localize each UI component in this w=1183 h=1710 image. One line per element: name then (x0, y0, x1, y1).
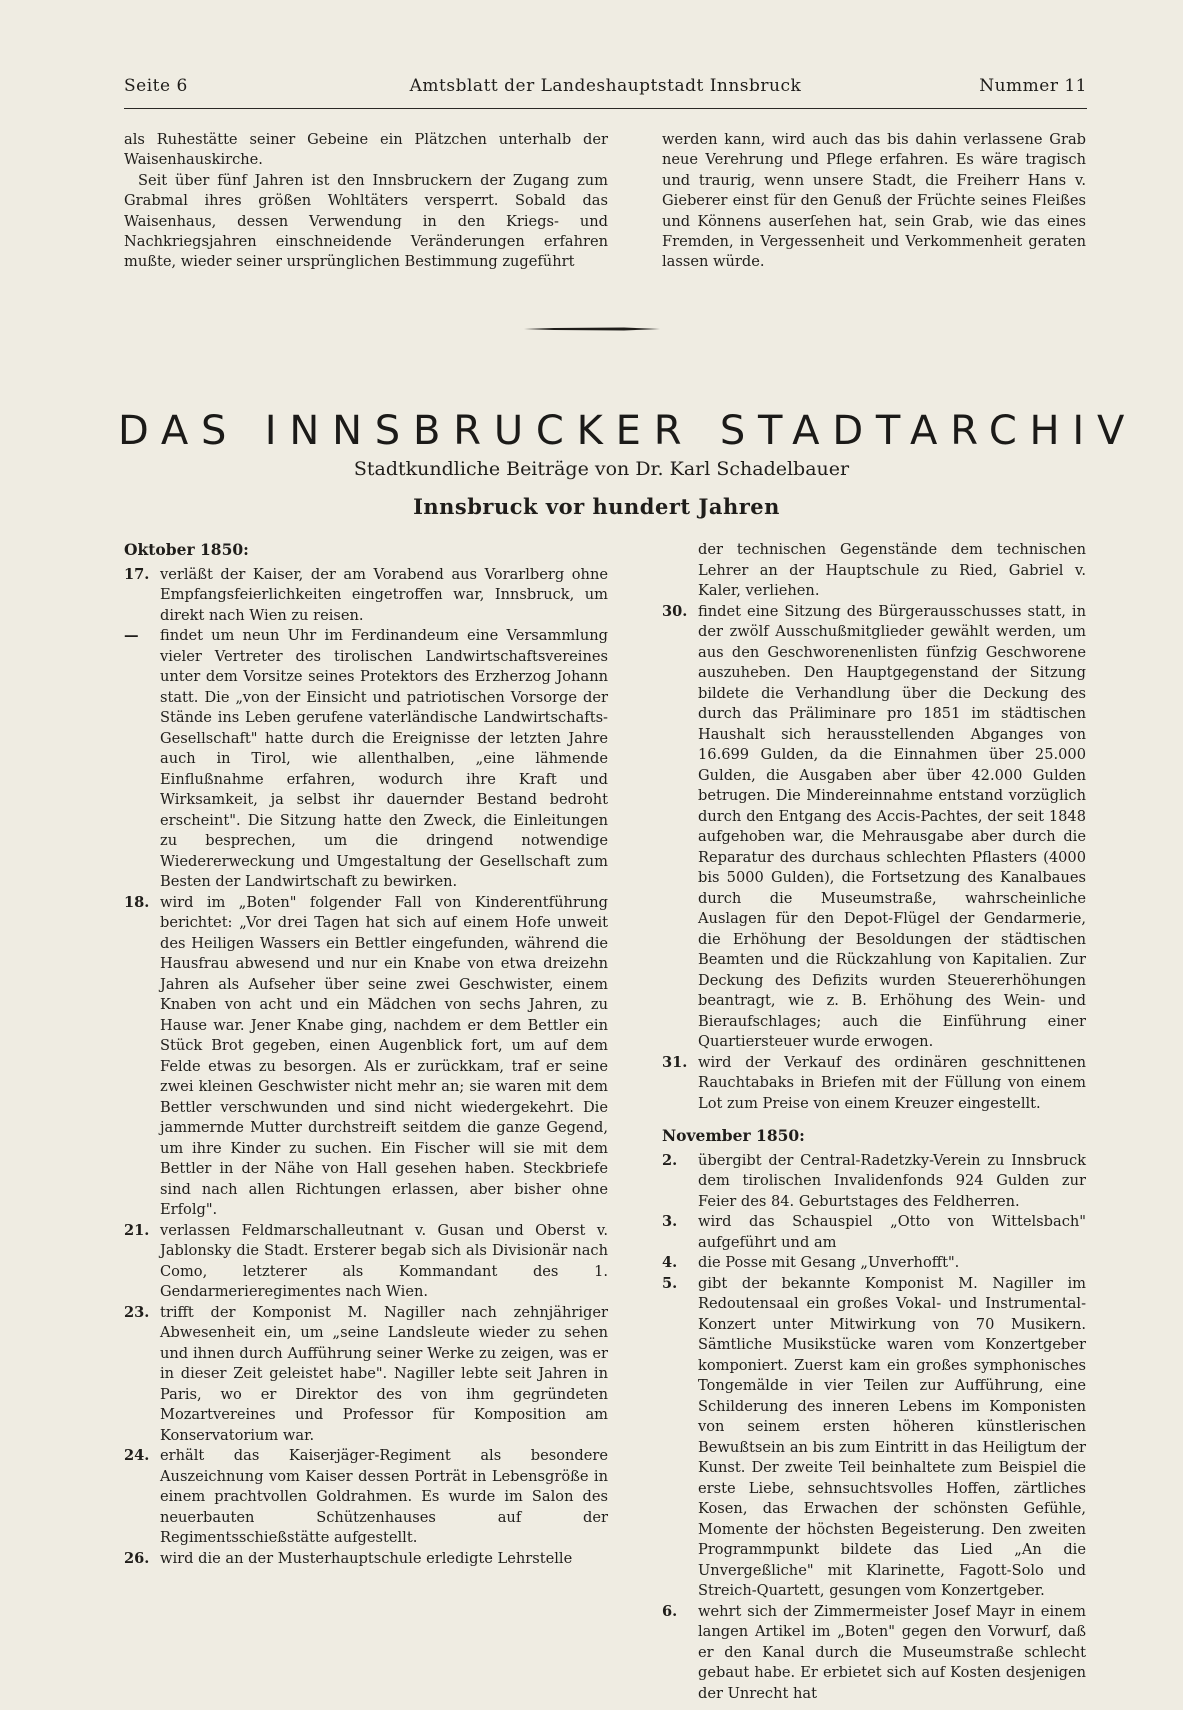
section-divider-ornament (524, 326, 660, 332)
entry-day: — (124, 627, 139, 644)
entry-continuation: der technischen Gegenstände dem technischen Lehrer an der Hauptschule zu Ried, Gabriel v. Kaler, verliehen. (698, 541, 1086, 599)
entry-day: 6. (662, 1602, 678, 1620)
chronicle-entry (662, 602, 1086, 1053)
entry-text: findet um neun Uhr im Ferdinandeum eine Versammlung vieler Vertreter des tirolischen Landwirtschaftsvereines unter dem Vorsitze seines Protektors des Erzherzog Johann statt. Die „von der Einsicht und patriotischen Vorsorge der Stände ins Leben gerufene vaterländische Landwirtschafts-Gesellschaft" hatte durch die Ereignisse der letzten Jahre auch in Tirol, wie allenthalben, „eine lähmende Einflußnahme erfahren, wodurch ihre Kraft und Wirksamkeit, ja selbst ihr dauernder Bestand bedroht erscheint". Die Sitzung hatte den Zweck, die Einleitungen zu besprechen, um die dringend notwendige Wiedererweckung und Umgestaltung der Gesellschaft zum Besten der Landwirtschaft zu bewirken. (160, 627, 608, 890)
entry-text: verläßt der Kaiser, der am Vorabend aus Vorarlberg ohne Empfangsfeierlichkeiten eingetroffen war, Innsbruck, um direkt nach Wien zu reisen. (160, 565, 608, 624)
entry-text: gibt der bekannte Komponist M. Nagiller im Redoutensaal ein großes Vokal- und Instrumental-Konzert unter Mitwirkung von 70 Musikern. Sämtliche Musikstücke waren vom Konzertgeber komponiert. Zuerst kam ein großes symphonisches Tongemälde in vier Teilen zur Aufführung, eine Schilderung des inneren Lebens im Komponisten von seinem ersten höheren künstlerischen Bewußtsein an bis zum Eintritt in das Heiligtum der Kunst. Der zweite Teil beinhaltete zum Beispiel die erste Liebe, sehnsuchtsvolles Hoffen, zärtliches Kosen, das Erwachen der schönsten Gefühle, Momente der höchsten Begeisterung. Den zweiten Programmpunkt bildete das Lied „An die Unvergeßliche" mit Klarinette, Fagott-Solo und Streich-Quartett, gesungen vom Konzertgeber. (698, 1274, 1086, 1599)
month-heading-november: November 1850: (662, 1126, 805, 1145)
article-heading: Innsbruck vor hundert Jahren (413, 494, 780, 519)
entry-day: 23. (124, 1303, 150, 1321)
entry-text: erhält das Kaiserjäger-Regiment als besondere Auszeichnung vom Kaiser dessen Porträt in Lebensgröße in einem prachtvollen Goldrahmen. Es wurde im Salon des neuerbauten Schützenhauses auf der Regimentsschießstätte aufgestellt. (160, 1447, 608, 1546)
entry-day: 21. (124, 1221, 150, 1239)
top-left-column (124, 130, 608, 273)
header-rule (124, 108, 1087, 109)
entry-day: 30. (662, 602, 688, 620)
paragraph: als Ruhestätte seiner Gebeine ein Plätzchen unterhalb der Waisenhauskirche. (124, 131, 608, 169)
entry-text: wird im „Boten" folgender Fall von Kinderentführung berichtet: „Vor drei Tagen hat sich auf einem Hofe unweit des Heiligen Wassers ein Bettler eingefunden, während die Hausfrau abwesend und nur ein Knabe von etwa dreizehn Jahren als Aufseher über seine zwei Geschwister, einem Knaben von acht und ein Mädchen von sechs Jahren, zu Hause war. Jener Knabe ging, nachdem er dem Bettler ein Stück Brot gegeben, einen Augenblick fort, um auf dem Felde etwas zu besorgen. Als er zurückkam, traf er seine zwei kleinen Geschwister nicht mehr an; sie waren mit dem Bettler verschwunden und sind nicht wiedergekehrt. Die jammernde Mutter durchstreift seitdem die ganze Gegend, um ihre Kinder zu suchen. Ein Fischer will sie mit dem Bettler in der Nähe von Hall gesehen haben. Steckbriefe sind nach allen Richtungen erlassen, aber bisher ohne Erfolg". (160, 893, 608, 1218)
entry-text: findet eine Sitzung des Bürgerausschusses statt, in der zwölf Ausschußmitglieder gewählt werden, um aus den Geschworenenlisten fünfzig Geschworene auszuheben. Den Hauptgegenstand der Sitzung bildete die Verhandlung über die Deckung des durch das Präliminare pro 1851 im städtischen Haushalt sich herausstellenden Abganges von 16.699 Gulden, da die Einnahmen über 25.000 Gulden, die Ausgaben aber über 42.000 Gulden betrugen. Die Mindereinnahme entstand vorzüglich durch den Entgang des Accis-Pachtes, der seit 1848 aufgehoben war, die Mehrausgabe aber durch die Reparatur des durchaus schlechten Pflasters (4000 bis 5000 Gulden), die Fortsetzung des Kanalbaues durch die Museumstraße, wahrscheinliche Auslagen für den Depot-Flügel der Gendarmerie, die Erhöhung der Besoldungen der städtischen Beamten und die Rückzahlung von Kapitalien. Zur Deckung des Defizits wurden Steuererhöhungen beantragt, wie z. B. Erhöhung des Wein- und Bieraufschlages; auch die Einführung einer Quartiersteuer wurde erwogen. (698, 602, 1086, 1050)
running-header (124, 76, 1087, 100)
chronicle-entry (124, 893, 608, 1221)
paragraph: werden kann, wird auch das bis dahin verlassene Grab neue Verehrung und Pflege erfahren. Es wäre tragisch und traurig, wenn unsere Stadt, die Freiherr Hans v. Gieberer einst für den Genuß der Früchte seines Fleißes und Könnens auserſehen hat, sein Grab, wie das eines Fremden, in Vergessenheit und Verkommenheit geraten lassen würde. (662, 131, 1086, 271)
chronicle-entry (124, 1549, 608, 1570)
month-heading-october: Oktober 1850: (124, 540, 249, 559)
chronicle-entry (662, 1212, 1086, 1253)
entry-day: 26. (124, 1549, 150, 1567)
entry-day: 4. (662, 1254, 678, 1271)
chronicle-entry (124, 1303, 608, 1447)
entry-day: 17. (124, 565, 150, 583)
chronicle-entry (662, 1053, 1086, 1115)
chronicle-entry (124, 1446, 608, 1549)
entry-day: 24. (124, 1447, 150, 1464)
entry-day: 3. (662, 1213, 678, 1230)
main-right-column (662, 540, 1086, 1704)
page-number: Seite 6 (124, 76, 188, 96)
entry-text: verlassen Feldmarschalleutnant v. Gusan und Oberst v. Jablonsky die Stadt. Ersterer begab sich als Divisionär nach Como, letzterer als Kommandant des 1. Gendarmerieregimentes nach Wien. (160, 1221, 608, 1300)
entry-text: trifft der Komponist M. Nagiller nach zehnjähriger Abwesenheit ein, um „seine Landsleute wieder zu sehen und ihnen durch Aufführung seiner Werke zu zeigen, was er in dieser Zeit geleistet habe". Nagiller lebte seit Jahren in Paris, wo er Direktor des von ihm gegründeten Mozartvereines und Professor für Komposition am Konservatorium war. (160, 1303, 608, 1444)
entry-text: wird das Schauspiel „Otto von Wittelsbach" aufgeführt und am (698, 1213, 1086, 1251)
chronicle-entry (124, 626, 608, 893)
main-left-column (124, 540, 608, 1569)
entry-text: die Posse mit Gesang „Unverhofft". (698, 1254, 960, 1271)
entry-text: wird die an der Musterhauptschule erledigte Lehrstelle (160, 1549, 573, 1567)
spacer (662, 1114, 1086, 1126)
chronicle-entry (662, 1253, 1086, 1274)
chronicle-entry (662, 1602, 1086, 1705)
entry-text: wird der Verkauf des ordinären geschnittenen Rauchtabaks in Briefen mit der Füllung von einem Lot zum Preise von einem Kreuzer eingestellt. (698, 1053, 1086, 1112)
entry-day: 2. (662, 1151, 678, 1169)
entry-text: wehrt sich der Zimmermeister Josef Mayr in einem langen Artikel im „Boten" gegen den Vorwurf, daß er den Kanal durch die Museumstraße schlecht gebaut habe. Er erbietet sich auf Kosten desjenigen der Unrecht hat (698, 1602, 1086, 1702)
entry-day: 31. (662, 1053, 688, 1071)
paragraph: Seit über fünf Jahren ist den Innsbruckern der Zugang zum Grabmal ihres größen Wohltäters versperrt. Sobald das Waisenhaus, dessen Verwendung in den Kriegs- und Nachkriegsjahren einschneidende Veränderungen erfahren mußte, wieder seiner ursprünglichen Bestimmung zugeführt (124, 171, 608, 271)
issue-number: Nummer 11 (979, 76, 1087, 96)
top-right-column (662, 130, 1086, 273)
chronicle-entry (662, 1151, 1086, 1213)
section-subtitle: Stadtkundliche Beiträge von Dr. Karl Schadelbauer (353, 458, 850, 480)
chronicle-entry (124, 565, 608, 627)
section-title: DAS INNSBRUCKER STADTARCHIV (118, 408, 1138, 454)
entry-day: 18. (124, 893, 150, 911)
chronicle-entry (124, 1221, 608, 1303)
entry-text: übergibt der Central-Radetzky-Verein zu Innsbruck dem tirolischen Invalidenfonds 924 Gulden zur Feier des 84. Geburtstages des Feldherren. (698, 1151, 1086, 1210)
entry-day: 5. (662, 1274, 678, 1292)
chronicle-entry (662, 1274, 1086, 1602)
publication-title: Amtsblatt der Landeshauptstadt Innsbruck (409, 76, 802, 96)
